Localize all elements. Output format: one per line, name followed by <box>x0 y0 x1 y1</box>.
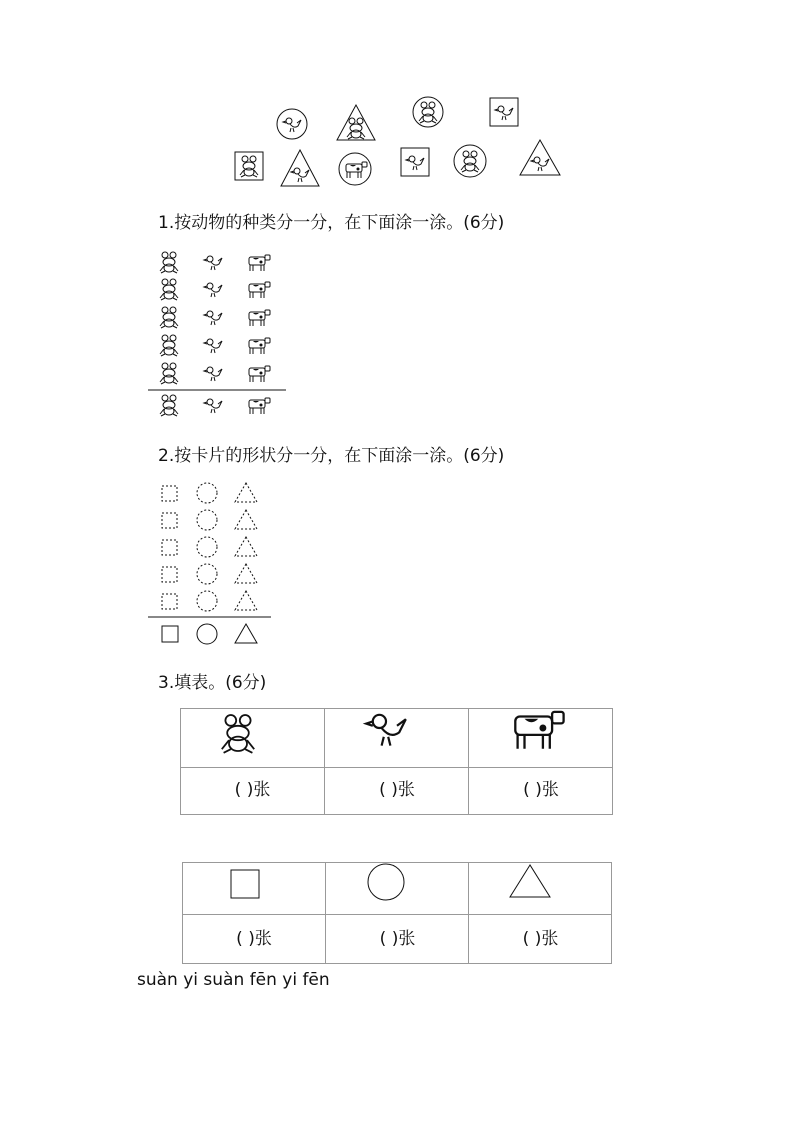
bird-icon <box>366 715 406 746</box>
answer-cow[interactable]: ( )张 <box>523 780 559 800</box>
card-square-bird <box>490 98 518 126</box>
answer-square[interactable]: ( )张 <box>236 929 272 949</box>
animal-tally-chart <box>145 245 295 425</box>
square-icon <box>231 870 259 898</box>
question-1: 1.按动物的种类分一分，在下面涂一涂。(6分) <box>158 213 505 233</box>
card-circle-frog-2 <box>454 145 486 177</box>
card-square-bird-2 <box>401 148 429 176</box>
question-3: 3.填表。(6分) <box>158 673 267 693</box>
circle-column <box>197 483 217 611</box>
bird-column <box>204 256 222 413</box>
shape-labels <box>162 624 257 644</box>
pinyin-title: suàn yi suàn fēn yi fēn <box>137 970 330 990</box>
shape-count-table <box>182 862 614 966</box>
card-circle-bird <box>277 109 307 139</box>
square-column <box>162 486 177 609</box>
card-circle-cow <box>339 153 371 185</box>
answer-triangle[interactable]: ( )张 <box>522 929 559 949</box>
circle-icon <box>197 624 217 644</box>
answer-circle[interactable]: ( )张 <box>379 929 416 949</box>
triangle-column <box>235 483 257 610</box>
triangle-icon <box>235 624 257 643</box>
frog-icon <box>222 715 254 753</box>
card-circle-frog <box>413 97 443 127</box>
shape-tally-chart <box>145 478 285 648</box>
answer-frog[interactable]: ( )张 <box>234 780 271 800</box>
frog-column <box>160 252 178 416</box>
card-triangle-bird-2 <box>520 140 560 175</box>
card-triangle-bird <box>281 150 319 186</box>
answer-bird[interactable]: ( )张 <box>379 780 415 800</box>
card-square-frog <box>235 152 263 180</box>
card-triangle-frog <box>337 105 375 140</box>
card-scatter <box>0 0 794 200</box>
circle-icon <box>368 864 404 900</box>
square-icon <box>162 626 178 642</box>
question-2: 2.按卡片的形状分一分，在下面涂一涂。(6分) <box>158 446 505 466</box>
triangle-icon <box>510 865 550 897</box>
cow-icon <box>515 712 563 749</box>
